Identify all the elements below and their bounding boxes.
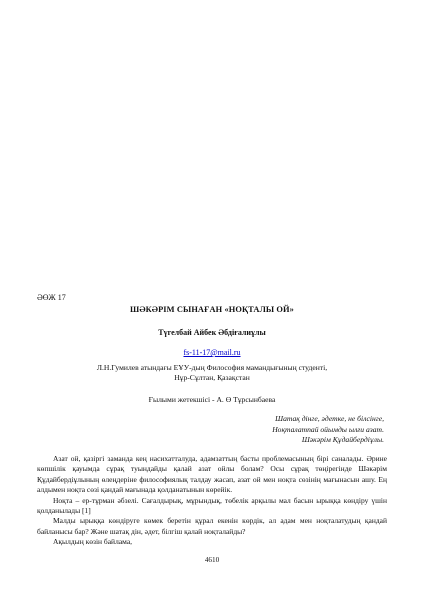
author-name: Түгелбай Айбек Әбдіғалиұлы (158, 328, 266, 337)
affiliation-line: Л.Н.Гумилев атындағы ЕҰУ-дың Философия мамандығының студенті, (96, 363, 328, 372)
paragraph: Азат ой, қазіргі заманда кең насихатталуда, адамзаттың басты проблемасының бірі саналады. Әрине көпшілік қауымда сұрақ туындайды қалай азат ойлы болам? Осы сұрақ төңірегінде Шәкәрім Құдайбердіұлының өлеңдеріне философиялық талдау жасап, азат ой мен ноқта сөзінің мағынасын ашу. Ең алдымен ноқта сөзі қандай мағынада қолданатынын көрейік. (37, 454, 387, 495)
affiliation-line: Нұр-Сұлтан, Қазақстан (174, 373, 250, 382)
paragraph: Ақылдың көзін байлама, (53, 537, 133, 547)
paragraph: Ноқта – ер-тұрман әбзелі. Сағалдырық, мұрындық, төбелік арқылы мал басын ырыққа көндіру үшін қолданылады [1] (37, 495, 387, 516)
paper-title: ШӘКӘРІМ СЫНАҒАН «НОҚТАЛЫ ОЙ» (130, 305, 294, 314)
epigraph-attribution: Шәкәрім Құдайбердіұлы. (301, 435, 384, 445)
body-text (37, 454, 387, 548)
page-number: 4610 (204, 556, 220, 564)
author-email-link[interactable]: fs-11-17@mail.ru (183, 348, 241, 357)
udc-code: ӘӨЖ 17 (37, 293, 66, 302)
affiliation (0, 363, 424, 383)
paragraph: Малды ырыққа көндіруге көмек беретін құрал екенін көрдік, ал адам мен ноқталатудың қандай байланысы бар? Және шатақ дін, әдет, білгіш қалай ноқталайды? (37, 516, 387, 536)
epigraph-line: Шатақ дінге, әдетке, не білсінге, (275, 414, 384, 423)
epigraph (272, 414, 384, 446)
supervisor: Ғылыми жетекшісі - А. Ө Тұрсынбаева (148, 395, 276, 404)
epigraph-line: Ноқталатпай ойымды ылғи азат. (272, 424, 384, 434)
